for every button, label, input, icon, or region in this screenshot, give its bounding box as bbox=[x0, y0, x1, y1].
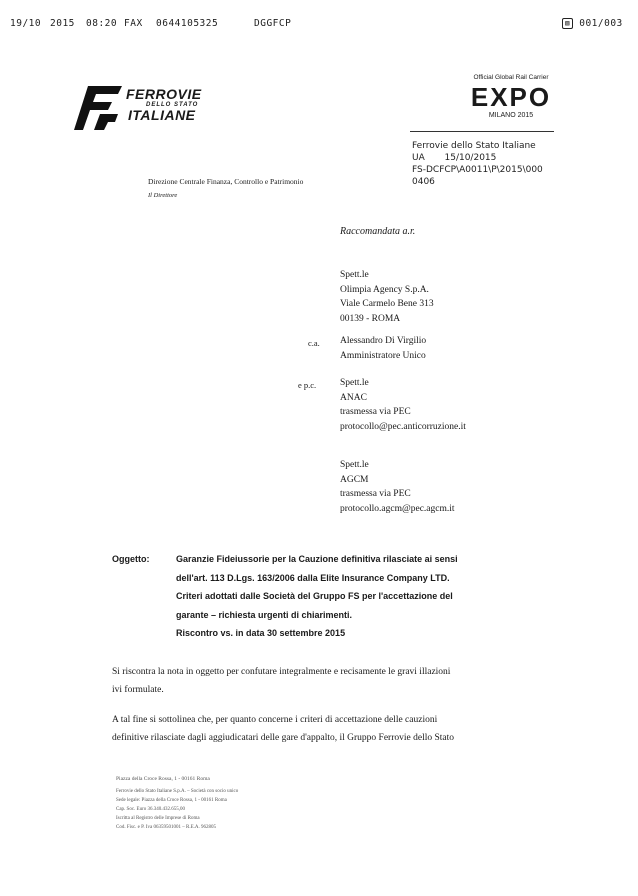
stamp-ua: UA bbox=[412, 153, 425, 163]
stamp-company: Ferrovie dello Stato Italiane bbox=[412, 141, 536, 151]
subject-line-3: Criteri adottati dalle Società del Gruppo FS per l'accettazione del bbox=[176, 591, 453, 601]
fax-year: 2015 bbox=[50, 18, 75, 29]
body-p2-line-2: definitive rilasciate dagli aggiudicatari delle gare d'appalto, il Gruppo Ferrovie dello Stato bbox=[112, 732, 455, 743]
recipient-anac bbox=[340, 376, 466, 434]
fax-label: FAX bbox=[124, 18, 143, 29]
fax-page-number: 001/003 bbox=[579, 18, 623, 29]
footer-capital: Cap. Soc. Euro 36.340.432.655,00 bbox=[116, 807, 186, 812]
department-name: Direzione Centrale Finanza, Controllo e Patrimonio bbox=[148, 177, 304, 186]
footer-tax: Cod. Fisc. e P. Iva 06359501001 – R.E.A. 962805 bbox=[116, 825, 216, 830]
protocol-stamp bbox=[412, 140, 543, 188]
ca-role: Amministratore Unico bbox=[340, 350, 426, 361]
anac-via: trasmessa via PEC bbox=[340, 407, 411, 417]
expo-word: EXPO bbox=[470, 82, 552, 112]
fax-date: 19/10 bbox=[10, 18, 42, 29]
epc-label: e p.c. bbox=[298, 380, 317, 390]
body-p2-line-1: A tal fine si sottolinea che, per quanto concerne i criteri di accettazione delle cauzioni bbox=[112, 715, 438, 725]
footer-registry: Iscritta al Registro delle Imprese di Roma bbox=[116, 816, 200, 821]
agcm-via: trasmessa via PEC bbox=[340, 489, 411, 499]
recipient-street: Viale Carmelo Bene 313 bbox=[340, 299, 434, 309]
agcm-salutation: Spett.le bbox=[340, 460, 369, 470]
body-p1-line-2: ivi formulate. bbox=[112, 684, 164, 695]
logo-ferrovie: FERROVIE bbox=[126, 86, 202, 102]
subject-line-2: dell'art. 113 D.Lgs. 163/2006 dalla Elite Insurance Company LTD. bbox=[176, 572, 450, 583]
department-role: Il Direttore bbox=[148, 192, 178, 199]
footer-company: Ferrovie dello Stato Italiane S.p.A. – Società con socio unico bbox=[116, 789, 239, 794]
stamp-date: 15/10/2015 bbox=[444, 153, 497, 163]
fs-logo-icon bbox=[74, 84, 124, 132]
fax-sender: DGGFCP bbox=[254, 18, 292, 29]
body-p1-line-1: Si riscontra la nota in oggetto per confutare integralmente e recisamente le gravi illazioni bbox=[112, 667, 451, 677]
body-paragraph-2 bbox=[112, 712, 572, 747]
ca-name: Alessandro Di Virgilio bbox=[340, 336, 427, 346]
recipient-main bbox=[340, 268, 434, 326]
fax-page bbox=[562, 18, 623, 29]
anac-email: protocollo@pec.anticorruzione.it bbox=[340, 421, 466, 432]
stamp-code: FS-DCFCP\A0011\P\2015\000 bbox=[412, 165, 543, 175]
footer-address: Piazza della Croce Rossa, 1 - 00161 Roma bbox=[116, 776, 210, 782]
subject-label: Oggetto: bbox=[112, 554, 150, 564]
subject-line-1: Garanzie Fideiussorie per la Cauzione definitiva rilasciate ai sensi bbox=[176, 554, 458, 564]
expo-city: MILANO 2015 bbox=[488, 112, 534, 119]
recipient-city: 00139 - ROMA bbox=[340, 313, 401, 324]
footer-legal-seat: Sede legale: Piazza della Croce Rossa, 1 - 00161 Roma bbox=[116, 798, 227, 803]
ca-label: c.a. bbox=[308, 338, 320, 348]
anac-org: ANAC bbox=[340, 392, 367, 403]
stamp-divider bbox=[410, 131, 554, 132]
department-block bbox=[148, 175, 303, 203]
stamp-ua-row bbox=[412, 152, 543, 164]
logo-italiane: ITALIANE bbox=[128, 107, 196, 123]
expo-carrier: Official Global Rail Carrier bbox=[473, 74, 549, 81]
expo-logo bbox=[446, 74, 576, 119]
subject-text bbox=[176, 550, 564, 643]
recipient-salutation: Spett.le bbox=[340, 270, 369, 280]
recipient-ca bbox=[340, 334, 426, 363]
body-paragraph-1 bbox=[112, 664, 572, 699]
fax-time: 08:20 bbox=[86, 18, 118, 29]
recipient-agcm bbox=[340, 458, 455, 516]
recipient-company: Olimpia Agency S.p.A. bbox=[340, 284, 429, 295]
anac-salutation: Spett.le bbox=[340, 378, 369, 388]
logo-dello-stato: DELLO STATO bbox=[146, 102, 199, 108]
subject-line-5: Riscontro vs. in data 30 settembre 2015 bbox=[176, 628, 346, 638]
ferrovie-logo bbox=[74, 80, 234, 138]
footer bbox=[116, 775, 238, 832]
stamp-number: 0406 bbox=[412, 177, 435, 187]
agcm-org: AGCM bbox=[340, 474, 369, 485]
raccomandata: Raccomandata a.r. bbox=[340, 226, 416, 237]
fax-number: 0644105325 bbox=[156, 18, 219, 29]
subject-line-4: garante – richiesta urgenti di chiarimenti. bbox=[176, 609, 353, 620]
fax-page-icon: ▧ bbox=[562, 18, 573, 29]
agcm-email: protocollo.agcm@pec.agcm.it bbox=[340, 503, 455, 514]
